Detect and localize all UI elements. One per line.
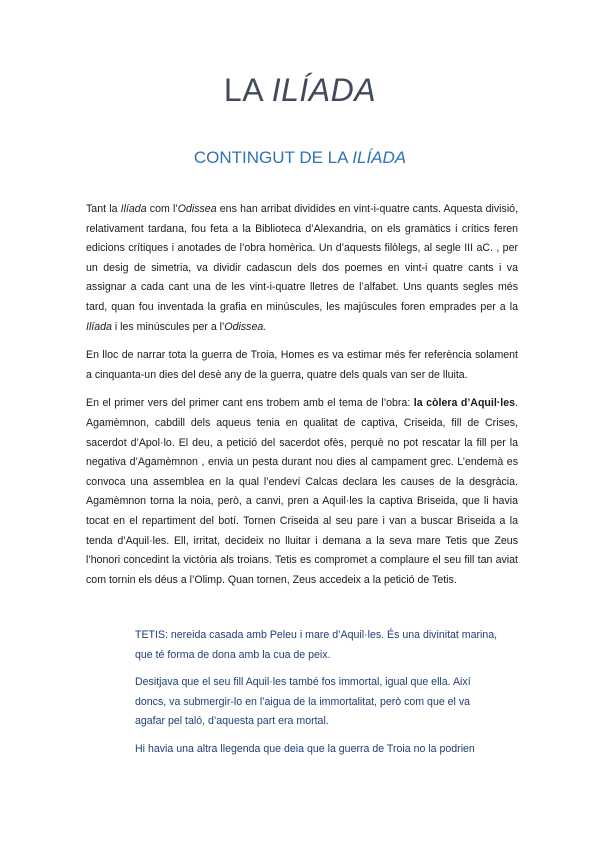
- note-paragraph: Desitjava que el seu fill Aquil·les també fos immortal, igual que ella. Així doncs, va submergir-lo en l’aigua de la immortalitat, però com que el va agafar pel taló, d’aquesta part era mortal.: [135, 676, 471, 728]
- note-block: [135, 626, 500, 768]
- paragraph-division: [86, 200, 518, 337]
- text-run-bold: la còlera d’Aquil·les: [413, 397, 516, 410]
- text-run: En el primer vers del primer cant ens trobem amb el tema de l’obra:: [86, 397, 414, 410]
- text-run: com l’: [146, 203, 178, 215]
- title-prefix: LA: [223, 72, 272, 108]
- text-run-italic: Odissea.: [224, 320, 267, 333]
- body-text: [86, 200, 518, 599]
- paragraph-narration: En lloc de narrar tota la guerra de Troia, Homes es va estimar més fer referència solament a cinquanta-un dies del desè any de la guerra, quatre dels quals van ser de lluita.: [86, 349, 518, 381]
- text-run: Tant la: [86, 203, 121, 215]
- text-run: . Agamèmnon, cabdill dels aqueus tenia en qualitat de captiva, Criseida, fill de Crises, sacerdot d’Apol·lo. El deu, a petició del sacerdot ofès, perquè no pot rescatar la fill per la negativa d’Agamèmnon , envia un pesta durant nou dies al campament grec. L’endemà es convoca una assemblea en la qual l’endeví Calcas declara les causes de la desgràcia. Agamèmnon torna la noia, però, a canvi, pren a Aquil·les la captiva Briseida, que li havia tocat en el repartiment del botí. Tornen Criseida al seu pare i van a buscar Briseida a la tenda d’Aquil·les. Ell, irritat, decideix no lluitar i demana a la seva mare Tetis que Zeus l’honori concedint la victòria als troians. Tetis es compromet a complaure el seu fill tan aviat com tornin els déus a l’Olimp. Quan tornen, Zeus accedeix a la petició de Tetis.: [86, 397, 518, 586]
- section-heading: [0, 148, 600, 168]
- subtitle-italic: ILÍADA: [352, 148, 407, 167]
- page-title: [0, 72, 600, 109]
- note-paragraph: Hi havia una altra llegenda que deia que la guerra de Troia no la podrien: [135, 742, 475, 755]
- subtitle-prefix: CONTINGUT DE LA: [193, 148, 353, 167]
- paragraph-plot: [86, 394, 518, 590]
- text-run-italic: Ilíada: [120, 203, 147, 215]
- text-run-italic: Odissea: [177, 203, 217, 215]
- text-run: i les minúscules per a l’: [111, 320, 225, 333]
- title-italic: ILÍADA: [271, 72, 377, 108]
- note-paragraph: TETIS: nereida casada amb Peleu i mare d’Aquil·les. És una divinitat marina, que té forma de dona amb la cua de peix.: [135, 629, 498, 661]
- text-run: ens han arribat dividides en vint-i-quatre cants. Aquesta divisió, relativament tardana, fou feta a la Biblioteca d’Alexandria, on els gramàtics i crítics feren edicions crítiques i anotades de l’obra homèrica. Un d’aquests filòlegs, al segle III aC. , per un desig de simetria, va dividir cadascun dels dos poemes en vint-i quatre cants i va assignar a cada cant una de les vint-i-quatre lletres de l’alfabet. Uns quants segles més tard, quan fou inventada la grafia en minúscules, les majúscules foren emprades per a la: [86, 203, 519, 313]
- text-run-italic: Ilíada: [86, 320, 112, 333]
